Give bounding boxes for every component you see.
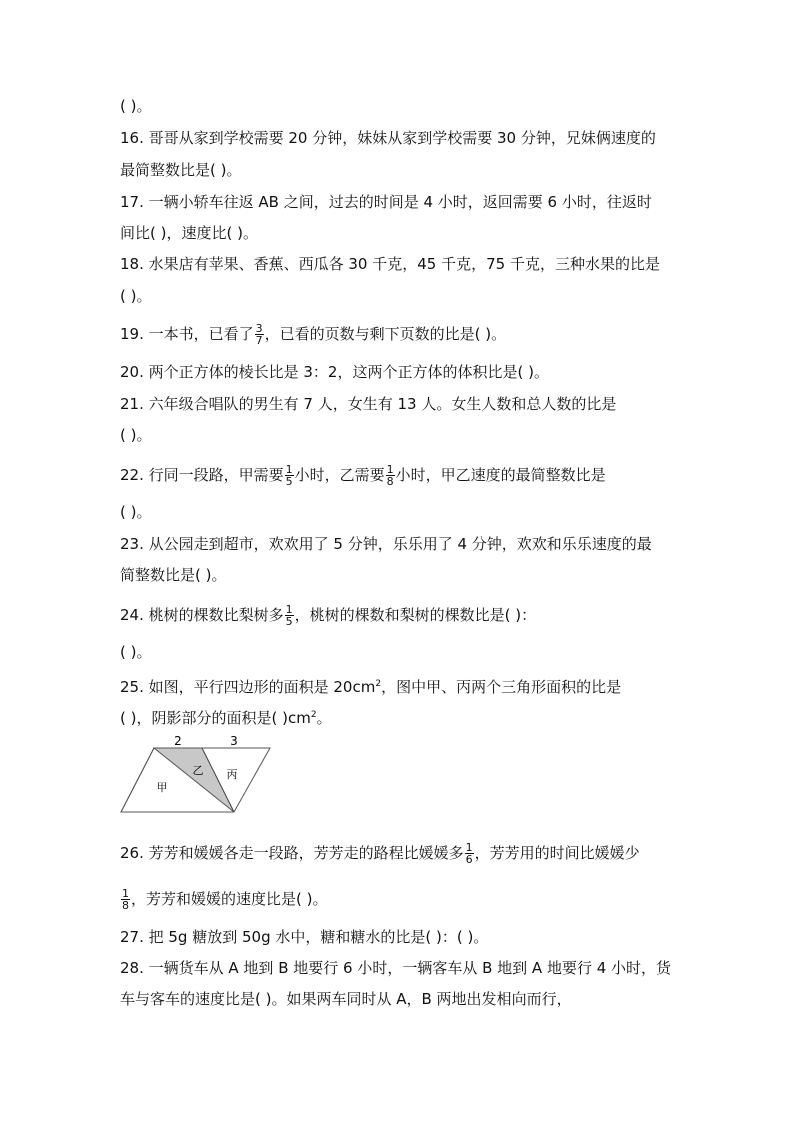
label-jia: 甲 bbox=[156, 781, 168, 794]
fraction-denominator: 8 bbox=[122, 899, 129, 912]
question-25-line1 bbox=[120, 674, 621, 697]
q26b-text: ，芳芳和媛媛的速度比是( )。 bbox=[131, 890, 328, 908]
label-2: 2 bbox=[174, 734, 182, 748]
fraction-denominator: 6 bbox=[465, 853, 473, 866]
q25-text-post: ，图中甲、丙两个三角形面积的比是 bbox=[381, 678, 622, 696]
question-16-line1: 16. 哥哥从家到学校需要 20 分钟，妹妹从家到学校需要 30 分钟，兄妹俩速度的 bbox=[120, 129, 656, 147]
fraction-denominator: 5 bbox=[285, 475, 293, 488]
question-17-line1: 17. 一辆小轿车往返 AB 之间，过去的时间是 4 小时，返回需要 6 小时，往返时 bbox=[120, 193, 652, 211]
fraction-denominator: 5 bbox=[285, 615, 293, 628]
question-20: 20. 两个正方体的棱长比是 3：2，这两个正方体的体积比是( )。 bbox=[120, 363, 549, 381]
superscript-2: 2 bbox=[375, 679, 382, 689]
question-24-line2: ( )。 bbox=[120, 643, 152, 661]
question-16-line2: 最简整数比是( )。 bbox=[120, 161, 242, 179]
fraction-numerator: 1 bbox=[386, 463, 394, 476]
fraction-1-8 bbox=[121, 888, 130, 911]
label-3: 3 bbox=[230, 734, 238, 748]
shaded-triangle-yi bbox=[154, 748, 234, 812]
fraction-1-8 bbox=[386, 464, 395, 487]
question-18-line2: ( )。 bbox=[120, 287, 152, 305]
question-21-line2: ( )。 bbox=[120, 426, 152, 444]
question-28-line1: 28. 一辆货车从 A 地到 B 地要行 6 小时，一辆客车从 B 地到 A 地要行 4 小时，货 bbox=[120, 959, 672, 977]
q24-text-pre: 24. 桃树的棵数比梨树多 bbox=[120, 606, 284, 624]
divider-line bbox=[121, 748, 154, 812]
q24-text-post: ，桃树的棵数和梨树的棵数比是( )： bbox=[294, 606, 537, 624]
question-17-line2: 间比( )，速度比( )。 bbox=[120, 224, 258, 242]
q25b-text-pre: ( )，阴影部分的面积是( )cm bbox=[120, 709, 311, 727]
fraction-numerator: 1 bbox=[122, 887, 129, 900]
fraction-denominator: 7 bbox=[255, 334, 263, 347]
fraction-1-5 bbox=[285, 464, 294, 487]
q26-text-post: ，芳芳用的时间比媛媛少 bbox=[474, 844, 640, 862]
question-19 bbox=[120, 323, 506, 346]
line-prev-answer: ( )。 bbox=[120, 97, 152, 115]
label-bing: 丙 bbox=[226, 768, 238, 781]
fraction-numerator: 1 bbox=[465, 841, 473, 854]
superscript-2: 2 bbox=[310, 710, 317, 720]
q25b-text-post: 。 bbox=[316, 709, 332, 727]
question-27: 27. 把 5g 糖放到 50g 水中，糖和糖水的比是( )：( )。 bbox=[120, 928, 489, 946]
q19-text-post: ，已看的页数与剩下页数的比是( )。 bbox=[264, 325, 507, 343]
fraction-numerator: 1 bbox=[285, 603, 293, 616]
q22-text-pre: 22. 行同一段路，甲需要 bbox=[120, 466, 284, 484]
fraction-1-6 bbox=[465, 842, 474, 865]
q22-text-post: 小时，甲乙速度的最简整数比是 bbox=[395, 466, 606, 484]
fraction-3-7 bbox=[255, 323, 264, 346]
fraction-numerator: 1 bbox=[285, 463, 293, 476]
question-23-line2: 简整数比是( )。 bbox=[120, 566, 227, 584]
q26-text-pre: 26. 芳芳和媛媛各走一段路，芳芳走的路程比媛媛多 bbox=[120, 844, 464, 862]
question-24-line1 bbox=[120, 604, 536, 627]
question-26-line1 bbox=[120, 842, 640, 865]
question-21-line1: 21. 六年级合唱队的男生有 7 人，女生有 13 人。女生人数和总人数的比是 bbox=[120, 395, 617, 413]
fraction-1-5 bbox=[285, 604, 294, 627]
question-25-line2 bbox=[120, 705, 332, 728]
q19-text-pre: 19. 一本书，已看了 bbox=[120, 325, 254, 343]
q22-text-mid: 小时，乙需要 bbox=[294, 466, 385, 484]
fraction-denominator: 8 bbox=[386, 475, 394, 488]
question-18-line1: 18. 水果店有苹果、香蕉、西瓜各 30 千克，45 千克，75 千克，三种水果的比是 bbox=[120, 255, 660, 273]
fraction-numerator: 3 bbox=[255, 322, 263, 335]
question-22-line1 bbox=[120, 464, 606, 487]
question-26-line2 bbox=[120, 888, 327, 911]
question-22-line2: ( )。 bbox=[120, 503, 152, 521]
label-yi: 乙 bbox=[192, 764, 204, 777]
parallelogram-figure bbox=[118, 733, 278, 815]
question-23-line1: 23. 从公园走到超市，欢欢用了 5 分钟，乐乐用了 4 分钟，欢欢和乐乐速度的最 bbox=[120, 535, 652, 553]
question-28-line2: 车与客车的速度比是( )。如果两车同时从 A，B 两地出发相向而行， bbox=[120, 990, 572, 1008]
q25-text-pre: 25. 如图，平行四边形的面积是 20cm bbox=[120, 678, 376, 696]
